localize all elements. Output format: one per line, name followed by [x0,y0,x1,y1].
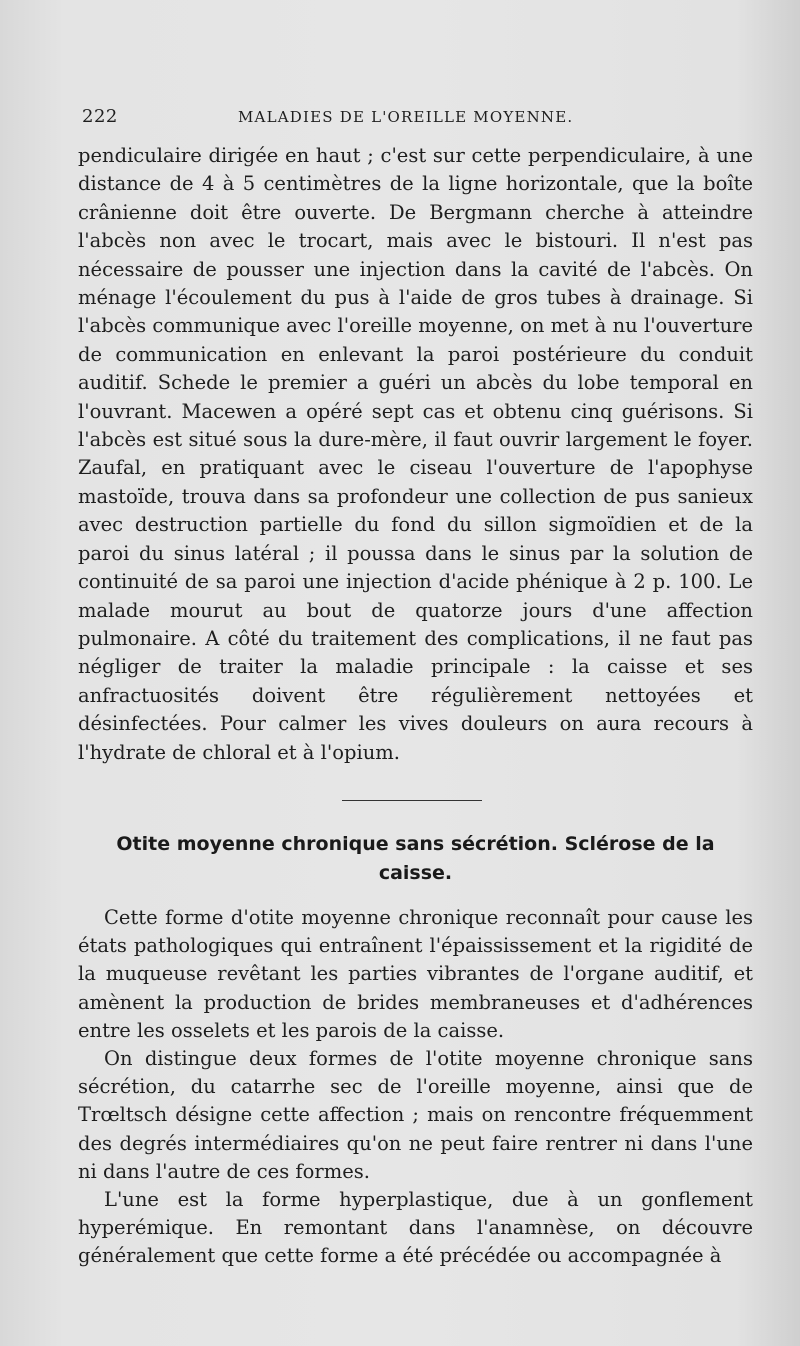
body-text-section-2 [78,904,753,1271]
section-heading: Otite moyenne chronique sans sécrétion. Sclérose de la caisse. [116,833,715,884]
paragraph: pendiculaire dirigée en haut ; c'est sur cette perpendiculaire, à une distance de 4 à 5 centimètres de la ligne horizontale, que la boîte crânienne doit être ouverte. De Bergmann cherche à atteindre l'abcès non avec le trocart, mais avec le bistouri. Il n'est pas nécessaire de pousser une injection dans la cavité de l'abcès. On ménage l'écoulement du pus à l'aide de gros tubes à drainage. Si l'abcès communique avec l'oreille moyenne, on met à nu l'ouverture de communication en enlevant la paroi postérieure du conduit auditif. Schede le premier a guéri un abcès du lobe temporal en l'ouvrant. Macewen a opéré sept cas et obtenu cinq guérisons. Si l'abcès est situé sous la dure-mère, il faut ouvrir largement le foyer. Zaufal, en pratiquant avec le ciseau l'ouverture de l'apophyse mastoïde, trouva dans sa profondeur une collection de pus sanieux avec destruction partielle du fond du sillon sigmoïdien et de la paroi du sinus latéral ; il poussa dans le sinus par la solution de continuité de sa paroi une injection d'acide phénique à 2 p. 100. Le malade mourut au bout de quatorze jours d'une affection pulmonaire. A côté du traitement des complications, il ne faut pas négliger de traiter la maladie principale : la caisse et ses anfractuosités doivent être régulièrement nettoyées et désinfectées. Pour calmer les vives douleurs on aura recours à l'hydrate de chloral et à l'opium. [78,144,753,764]
running-header [78,106,753,132]
paragraph: On distingue deux formes de l'otite moyenne chronique sans sécrétion, du catarrhe sec de l'oreille moyenne, ainsi que de Trœltsch désigne cette affection ; mais on rencontre fréquemment des degrés intermédiaires qu'on ne peut faire rentrer ni dans l'une ni dans l'autre de ces formes. [78,1047,753,1183]
paragraph: Cette forme d'otite moyenne chronique reconnaît pour cause les états pathologiques qui entraînent l'épaississement et la rigidité de la muqueuse revêtant les parties vibrantes de l'organe auditif, et amènent la production de brides membraneuses et d'adhérences entre les osselets et les parois de la caisse. [78,906,753,1042]
body-text-section-1 [78,142,753,767]
section-divider [342,800,482,801]
paragraph: L'une est la forme hyperplastique, due à un gonflement hyperémique. En remontant dans l'anamnèse, on découvre généralement que cette forme a été précédée ou accompagnée à [78,1188,753,1268]
running-title: MALADIES DE L'OREILLE MOYENNE. [238,108,574,126]
page-number: 222 [82,106,118,127]
